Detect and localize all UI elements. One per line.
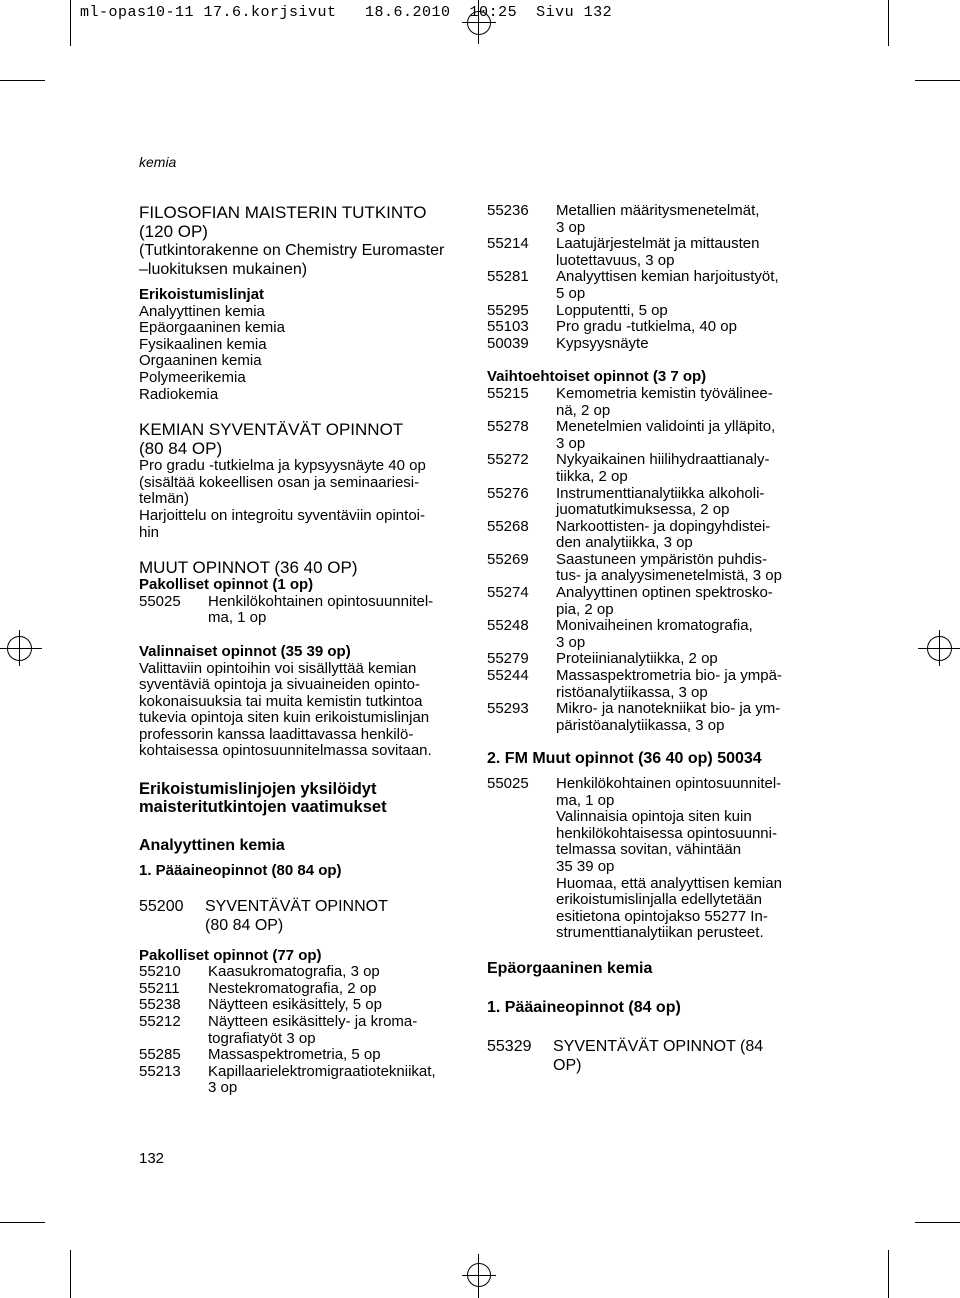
optional-heading: Valinnaiset opinnot (35 39 op) xyxy=(139,642,351,660)
crop-mark xyxy=(915,80,960,81)
course-title: Menetelmien validointi ja ylläpito, 3 op xyxy=(556,418,776,452)
course-row xyxy=(487,651,807,668)
course-code: 55244 xyxy=(487,667,529,685)
course-row xyxy=(487,269,807,302)
crop-mark xyxy=(0,80,45,81)
course-code: 55210 xyxy=(139,963,181,981)
course-title: Narkoottisten- ja dopingyhdistei- den analytiikka, 3 op xyxy=(556,517,771,552)
course-title: Lopputentti, 5 op xyxy=(556,301,668,319)
course-row xyxy=(139,594,459,627)
course-code: 55285 xyxy=(139,1046,181,1064)
specializations-list xyxy=(139,304,459,404)
course-title: Näytteen esikäsittely- ja kroma- tografiatyöt 3 op xyxy=(208,1013,418,1047)
list-item: Orgaaninen kemia xyxy=(139,352,262,370)
course-row xyxy=(487,203,807,236)
course-row xyxy=(139,1014,459,1047)
course-code: 55295 xyxy=(487,301,529,319)
course-code: 55214 xyxy=(487,235,529,253)
course-row xyxy=(487,236,807,269)
course-row xyxy=(487,386,807,419)
mandatory-77-heading: Pakolliset opinnot (77 op) xyxy=(139,946,322,964)
course-title: Proteiinianalytiikka, 2 op xyxy=(556,650,718,668)
left-column xyxy=(139,203,459,1097)
course-title: Kaasukromatografia, 3 op xyxy=(208,963,380,981)
course-row xyxy=(487,776,807,942)
course-list xyxy=(487,203,807,352)
crop-mark xyxy=(888,1250,889,1298)
course-code: 55200 xyxy=(139,897,184,915)
page-number: 132 xyxy=(139,1150,165,1167)
mandatory-heading: Pakolliset opinnot (1 op) xyxy=(139,576,314,594)
course-row xyxy=(487,585,807,618)
course-code: 55103 xyxy=(487,318,529,336)
right-column xyxy=(487,203,807,1075)
list-item: Fysikaalinen kemia xyxy=(139,335,267,353)
course-title: Kypsyysnäyte xyxy=(556,334,649,352)
major-studies-heading: 1. Pääaineopinnot (80 84 op) xyxy=(139,862,342,880)
course-row xyxy=(139,897,459,935)
course-title: Analyyttisen kemian harjoitustyöt, 5 op xyxy=(556,268,779,302)
course-row xyxy=(487,336,807,353)
course-title: Massaspektrometria, 5 op xyxy=(208,1046,381,1064)
degree-subtitle: (Tutkintorakenne on Chemistry Euromaster –luokituksen mukainen) xyxy=(139,242,445,278)
course-title: Henkilökohtainen opintosuunnitel- ma, 1 op xyxy=(208,592,434,627)
list-item: Analyyttinen kemia xyxy=(139,302,265,320)
course-title: Kapillaarielektromigraatiotekniikat, 3 op xyxy=(208,1062,436,1097)
course-title: Monivaiheinen kromatografia, 3 op xyxy=(556,617,753,651)
course-title: Analyyttinen optinen spektrosko- pia, 2 op xyxy=(556,584,773,618)
advanced-studies-heading: KEMIAN SYVENTÄVÄT OPINNOT (80 84 OP) xyxy=(139,420,404,459)
registration-circle xyxy=(7,636,32,661)
other-studies-heading: MUUT OPINNOT (36 40 OP) xyxy=(139,558,358,578)
course-title: Nestekromatografia, 2 op xyxy=(208,979,377,997)
fm-other-studies-heading: 2. FM Muut opinnot (36 40 op) 50034 xyxy=(487,750,762,768)
course-code: 55278 xyxy=(487,418,529,436)
course-code: 55269 xyxy=(487,550,529,568)
course-row xyxy=(487,668,807,701)
course-title: SYVENTÄVÄT OPINNOT (84 OP) xyxy=(553,1037,764,1074)
course-title: Instrumenttianalytiikka alkoholi- juomatutkimuksessa, 2 op xyxy=(556,484,765,519)
course-code: 50039 xyxy=(487,334,529,352)
list-item: Radiokemia xyxy=(139,385,219,403)
course-code: 55272 xyxy=(487,451,529,469)
course-title: Saastuneen ympäristön puhdis- tus- ja analyysimenetelmistä, 3 op xyxy=(556,550,782,585)
course-code: 55248 xyxy=(487,617,529,635)
course-code: 55025 xyxy=(139,592,181,610)
alternative-studies-heading: Vaihtoehtoiset opinnot (3 7 op) xyxy=(487,368,707,386)
course-row xyxy=(139,1047,459,1064)
section-label: kemia xyxy=(139,154,177,170)
course-title: Massaspektrometria bio- ja ympä- ristöanalytiikassa, 3 op xyxy=(556,667,782,701)
analytic-chemistry-heading: Analyyttinen kemia xyxy=(139,837,285,855)
course-row xyxy=(487,552,807,585)
advanced-studies-text: Pro gradu -tutkielma ja kypsyysnäyte 40 op (sisältää kokeellisen osan ja seminaariesi- telmän) Harjoittelu on integroitu syventäviin opintoi- hin xyxy=(139,457,426,541)
course-title: Laatujärjestelmät ja mittausten luotettavuus, 3 op xyxy=(556,235,760,269)
course-title: Henkilökohtainen opintosuunnitel- ma, 1 op Valinnaisia opintoja siten kuin henkilökohtaisessa opintosuunni- telmassa sovitan, vähintään 35 39 op Huomaa, että analyyttisen kemian erikoistumislinjalla edellytetään esitietona opintojakso 55277 In- strumenttianalytiikan perusteet. xyxy=(556,775,782,942)
course-code: 55236 xyxy=(487,202,529,219)
course-code: 55213 xyxy=(139,1062,181,1080)
course-title: Metallien määritysmenetelmät, 3 op xyxy=(556,202,760,236)
course-row xyxy=(487,519,807,552)
course-code: 55279 xyxy=(487,650,529,668)
course-title: SYVENTÄVÄT OPINNOT (80 84 OP) xyxy=(205,897,388,934)
course-row xyxy=(487,303,807,320)
specializations-heading: Erikoistumislinjat xyxy=(139,286,265,303)
course-row xyxy=(487,452,807,485)
course-row xyxy=(139,1064,459,1097)
course-code: 55281 xyxy=(487,268,529,286)
print-slug: ml-opas10-11 17.6.korjsivut 18.6.2010 10:25 Sivu 132 xyxy=(80,4,613,21)
course-code: 55238 xyxy=(139,996,181,1014)
course-row xyxy=(139,964,459,981)
major-84-heading: 1. Pääaineopinnot (84 op) xyxy=(487,998,681,1016)
crop-mark xyxy=(915,1222,960,1223)
course-code: 55025 xyxy=(487,775,529,792)
course-code: 55274 xyxy=(487,584,529,602)
course-row xyxy=(487,618,807,651)
course-title: Kemometria kemistin työvälinee- nä, 2 op xyxy=(556,384,773,419)
registration-circle xyxy=(467,1263,491,1287)
course-code: 55276 xyxy=(487,484,529,502)
registration-circle xyxy=(927,636,952,661)
crop-mark xyxy=(70,0,71,46)
crop-mark xyxy=(888,0,889,46)
course-row xyxy=(139,997,459,1014)
list-item: Epäorgaaninen kemia xyxy=(139,319,285,337)
course-code: 55268 xyxy=(487,517,529,535)
course-row xyxy=(487,486,807,519)
course-code: 55212 xyxy=(139,1013,181,1031)
course-list xyxy=(487,386,807,734)
course-row xyxy=(487,701,807,734)
course-code: 55329 xyxy=(487,1037,532,1055)
crop-mark xyxy=(70,1250,71,1298)
course-title: Mikro- ja nanotekniikat bio- ja ym- päristöanalytiikassa, 3 op xyxy=(556,700,781,734)
degree-title: FILOSOFIAN MAISTERIN TUTKINTO (120 OP) xyxy=(139,203,427,241)
requirements-heading: Erikoistumislinjojen yksilöidyt maisteritutkintojen vaatimukset xyxy=(139,780,387,817)
course-title: Pro gradu -tutkielma, 40 op xyxy=(556,318,737,336)
course-code: 55215 xyxy=(487,384,529,402)
course-list xyxy=(139,964,459,1097)
course-title: Näytteen esikäsittely, 5 op xyxy=(208,996,382,1014)
course-title: Nykyaikainen hiilihydraattianaly- tiikka, 2 op xyxy=(556,451,770,485)
course-row xyxy=(487,1037,807,1075)
optional-text: Valittaviin opintoihin voi sisällyttää kemian syventäviä opintoja ja sivuaineiden opinto- kokonaisuuksia tai muita kemistin tutkintoa tukevia opintoja siten kuin erikoistumislinjan professorin kanssa laadittavassa henkilö- kohtaisessa opintosuunnitelmassa sovitaan. xyxy=(139,659,432,760)
course-row xyxy=(139,981,459,998)
inorganic-chemistry-heading: Epäorgaaninen kemia xyxy=(487,959,653,977)
crop-mark xyxy=(0,1222,45,1223)
course-code: 55293 xyxy=(487,700,529,718)
course-row xyxy=(487,419,807,452)
course-row xyxy=(487,319,807,336)
list-item: Polymeerikemia xyxy=(139,368,246,386)
course-code: 55211 xyxy=(139,979,180,997)
